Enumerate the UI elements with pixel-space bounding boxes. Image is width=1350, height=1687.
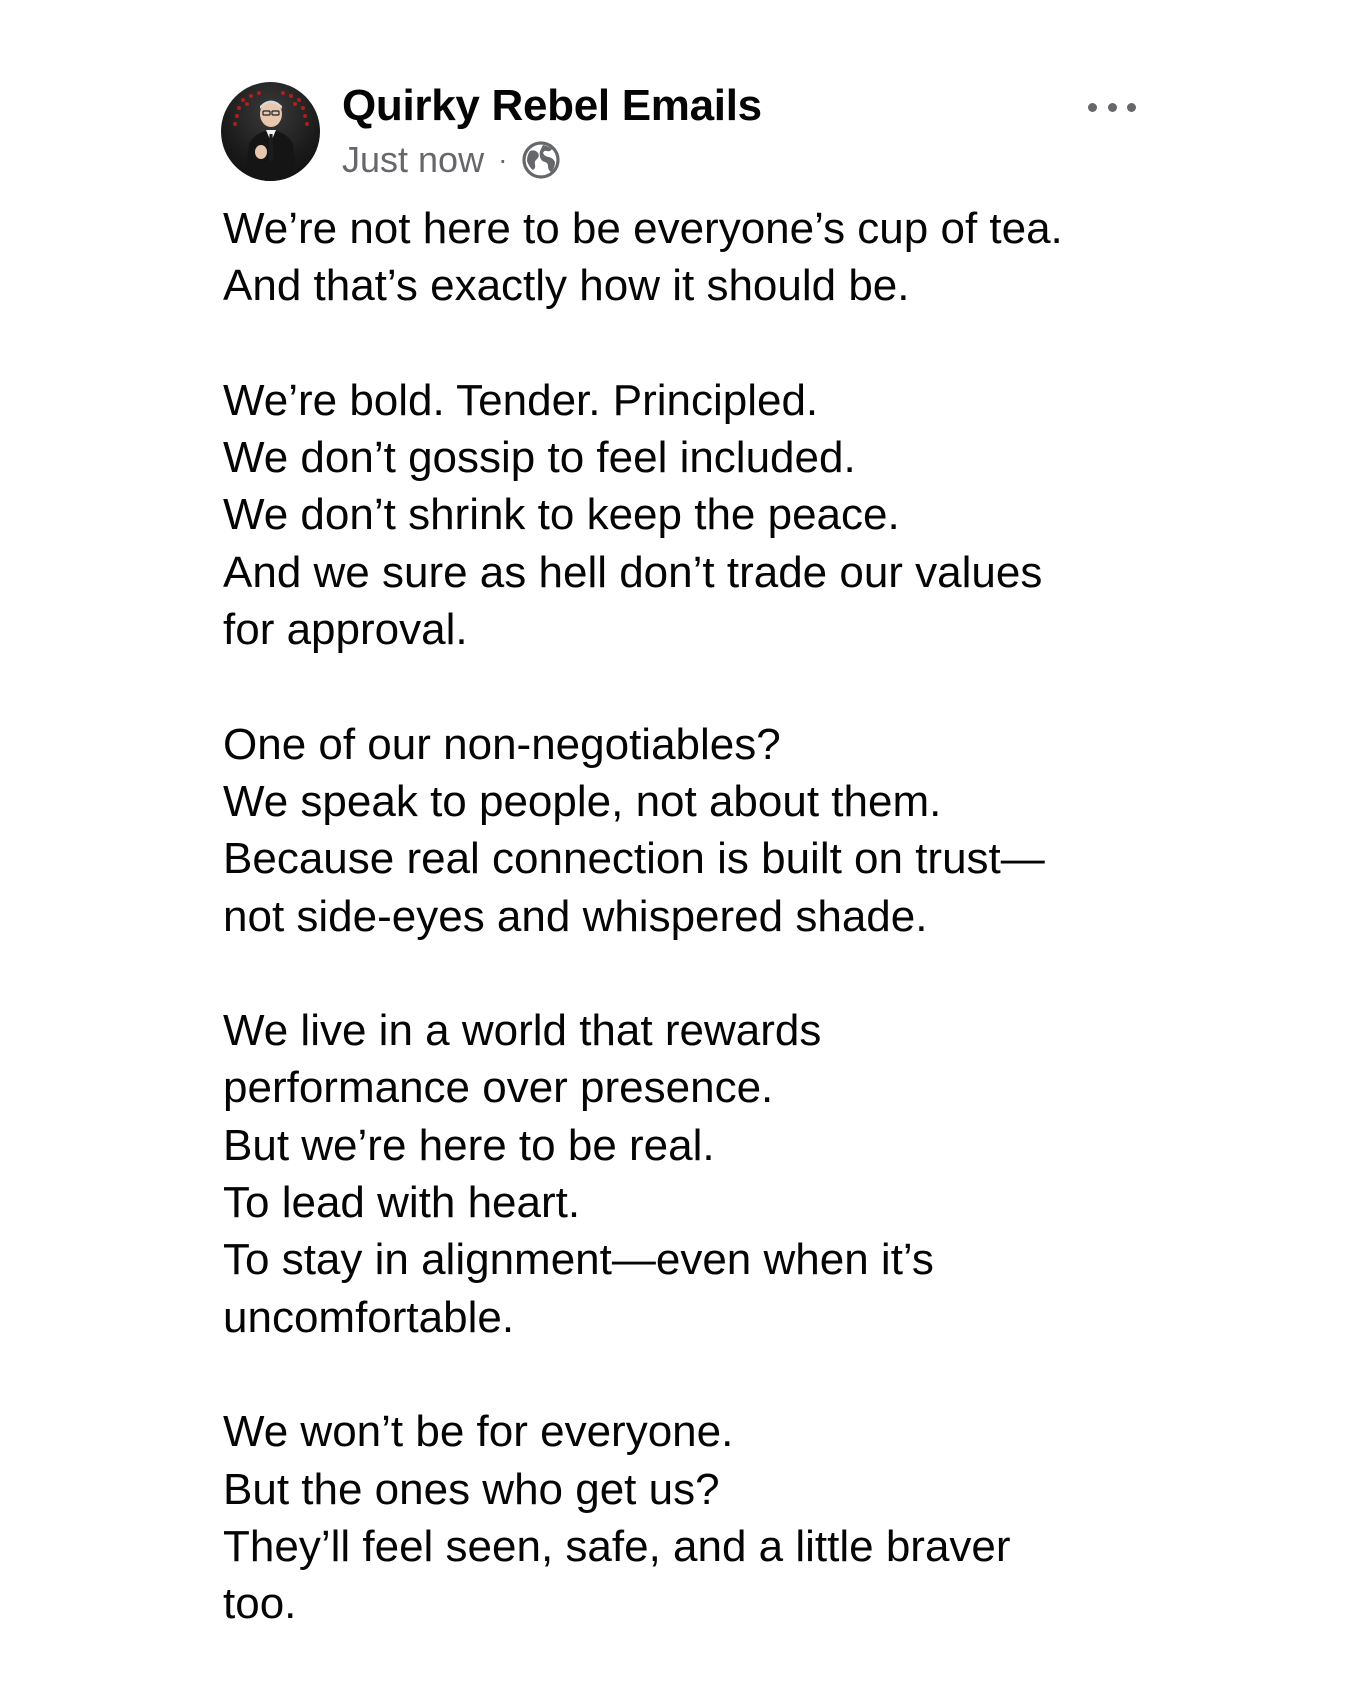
post-meta <box>342 136 561 184</box>
post-line: And that’s exactly how it should be. <box>223 261 910 311</box>
post-line: too. <box>223 1579 297 1629</box>
post-line: not side-eyes and whispered shade. <box>223 891 928 941</box>
post-line: But the ones who get us? <box>223 1464 720 1514</box>
post-line: To lead with heart. <box>223 1178 581 1228</box>
post-line: We don’t gossip to feel included. <box>223 433 856 483</box>
globe-icon[interactable] <box>521 140 561 180</box>
post-line: They’ll feel seen, safe, and a little braver <box>223 1521 1011 1571</box>
post-paragraph <box>223 1403 1223 1632</box>
post-line: uncomfortable. <box>223 1292 515 1342</box>
more-options-dot <box>1108 103 1117 112</box>
post-line: performance over presence. <box>223 1063 774 1113</box>
post-line: We don’t shrink to keep the peace. <box>223 490 900 540</box>
post-line: We live in a world that rewards <box>223 1006 822 1056</box>
post-line: Because real connection is built on trust— <box>223 834 1045 884</box>
more-options-icon <box>1088 103 1097 112</box>
post-body <box>223 200 1223 1632</box>
post-paragraph <box>223 200 1223 315</box>
post-line: We speak to people, not about them. <box>223 776 942 826</box>
post-line: We’re not here to be everyone’s cup of tea. <box>223 204 1063 253</box>
post-line: We won’t be for everyone. <box>223 1407 734 1457</box>
author-name[interactable]: Quirky Rebel Emails <box>342 81 762 130</box>
author-avatar[interactable] <box>221 82 320 181</box>
meta-separator: · <box>498 144 508 175</box>
more-options-dot <box>1127 103 1136 112</box>
post-line: We’re bold. Tender. Principled. <box>223 375 819 425</box>
post-paragraph <box>223 716 1223 945</box>
post-line: To stay in alignment—even when it’s <box>223 1235 934 1285</box>
post-line: for approval. <box>223 605 468 655</box>
post-paragraph <box>223 1002 1223 1346</box>
post-timestamp[interactable]: Just now <box>342 139 485 180</box>
person-icon <box>221 82 320 181</box>
post-line: And we sure as hell don’t trade our values <box>223 547 1043 597</box>
post-line: But we’re here to be real. <box>223 1120 715 1170</box>
more-options-button[interactable] <box>1088 92 1136 122</box>
post-line: One of our non-negotiables? <box>223 719 781 769</box>
post-paragraph <box>223 372 1223 658</box>
